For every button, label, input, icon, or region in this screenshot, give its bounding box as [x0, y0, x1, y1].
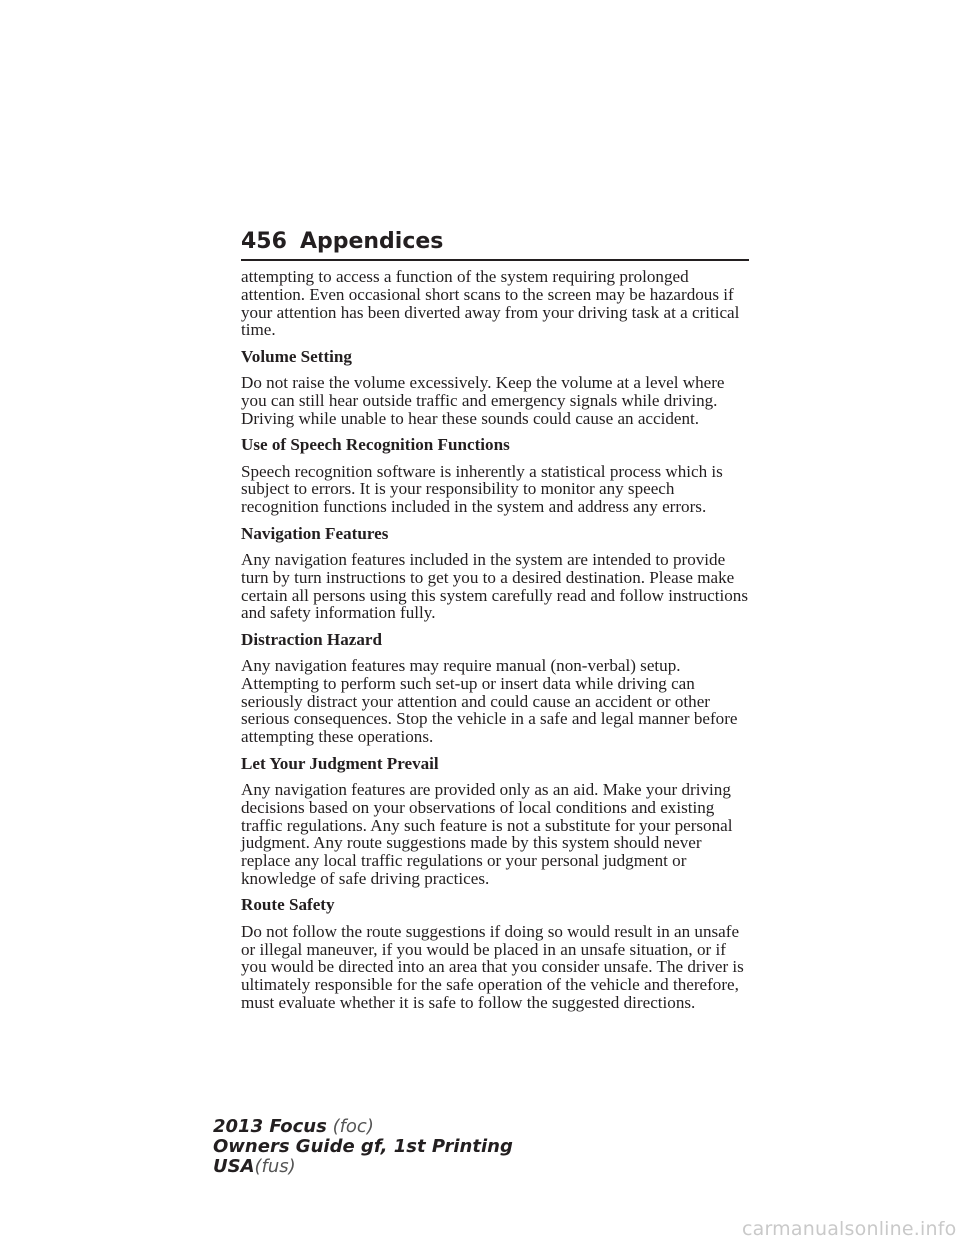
- paragraph-speech-recognition: Speech recognition software is inherently a statistical process which is subject to errors. It is your responsibility to monitor any speech recognition functions included in the system and address any errors.: [241, 461, 723, 517]
- page-header: [241, 229, 749, 254]
- page-content: [241, 268, 753, 1020]
- footer-region-line: [213, 1157, 513, 1177]
- header-divider: [241, 259, 749, 261]
- heading-volume-setting: Volume Setting: [241, 346, 352, 366]
- footer-region: USA: [213, 1156, 255, 1177]
- paragraph-distraction-hazard: Any navigation features may require manual (non-verbal) setup. Attempting to perform such set-up or insert data while driving can seriously distract your attention and could cause an accident or other serious consequences. Stop the vehicle in a safe and legal manner before attempting these operations.: [241, 656, 738, 747]
- heading-navigation-features: Navigation Features: [241, 523, 389, 543]
- footer-guide-line: [213, 1137, 513, 1157]
- footer-model: 2013 Focus: [213, 1116, 327, 1137]
- intro-paragraph: attempting to access a function of the system requiring prolonged attention. Even occasional short scans to the screen may be hazardous if your attention has been diverted away from your driving task at a critical time.: [241, 267, 740, 340]
- footer-model-code: (foc): [332, 1116, 374, 1137]
- paragraph-route-safety: Do not follow the route suggestions if doing so would result in an unsafe or illegal maneuver, if you would be placed in an unsafe situation, or if you would be directed into an area that you consider unsafe. The driver is ultimately responsible for the safe operation of the vehicle and therefore, must evaluate whether it is safe to follow the suggested directions.: [241, 921, 744, 1013]
- heading-judgment: Let Your Judgment Prevail: [241, 753, 439, 773]
- footer-model-line: [213, 1117, 513, 1137]
- page-number: 456: [241, 229, 287, 254]
- section-title: Appendices: [299, 229, 444, 254]
- paragraph-volume-setting: Do not raise the volume excessively. Keep the volume at a level where you can still hear outside traffic and emergency signals while driving. Driving while unable to hear these sounds could cause an accident.: [241, 373, 725, 428]
- heading-distraction-hazard: Distraction Hazard: [241, 629, 382, 649]
- heading-speech-recognition: Use of Speech Recognition Functions: [241, 435, 510, 455]
- watermark: carmanualsonline.info: [742, 1218, 957, 1240]
- paragraph-judgment: Any navigation features are provided only as an aid. Make your driving decisions based on your observations of local conditions and existing traffic regulations. Any such feature is not a substitute for your personal judgment. Any route suggestions made by this system should never replace any local traffic regulations or your personal judgment or knowledge of safe driving practices.: [241, 780, 733, 889]
- document-footer: [213, 1117, 513, 1177]
- paragraph-navigation-features: Any navigation features included in the system are intended to provide turn by turn instructions to get you to a desired destination. Please make certain all persons using this system carefully read and follow instructions and safety information fully.: [241, 549, 748, 623]
- footer-guide: Owners Guide gf, 1st Printing: [213, 1136, 513, 1157]
- footer-region-code: (fus): [254, 1156, 296, 1177]
- heading-route-safety: Route Safety: [241, 895, 335, 915]
